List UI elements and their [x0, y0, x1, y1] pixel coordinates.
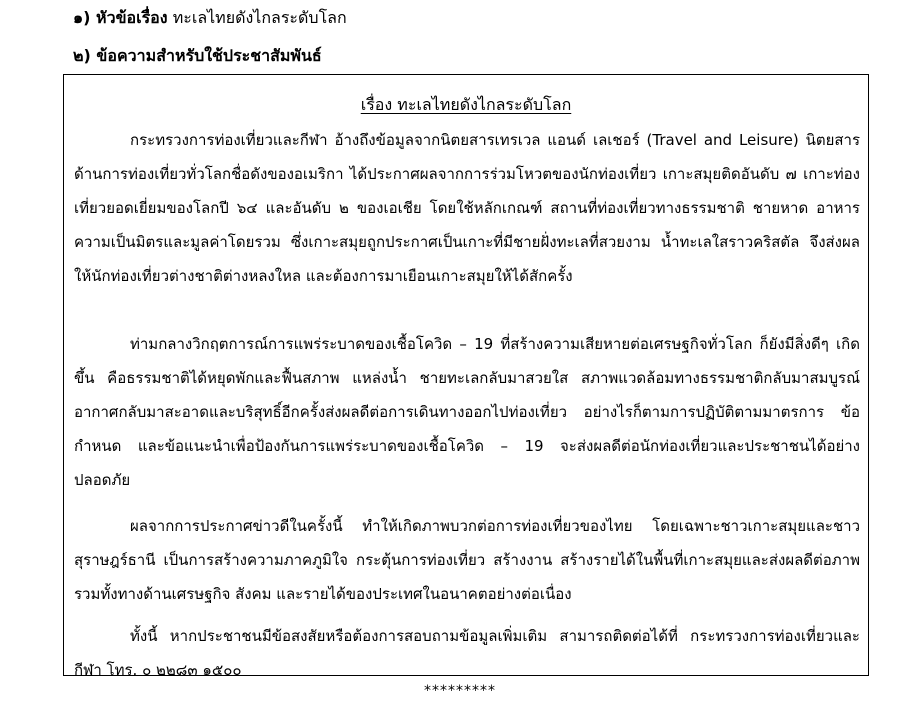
release-title: เรื่อง ทะเลไทยดังไกลระดับโลก	[360, 95, 572, 114]
topic-label: ๑) หัวข้อเรื่อง	[73, 8, 168, 27]
release-paragraph: ผลจากการประกาศข่าวดีในครั้งนี้ ทำให้เกิดภาพบวกต่อการท่องเที่ยวของไทย โดยเฉพาะชาวเกาะสมุยและชาวสุราษฎร์ธานี เป็นการสร้างความภาคภูมิใจ กระตุ้นการท่องเที่ยว สร้างงาน สร้างรายได้ในพื้นที่เกาะสมุยและส่งผลดีต่อภาพรวมทั้งทางด้านเศรษฐกิจ สังคม และรายได้ของประเทศในอนาคตอย่างต่อเนื่อง	[74, 517, 860, 603]
press-release-box	[63, 74, 869, 679]
release-heading: ๒) ข้อความสำหรับใช้ประชาสัมพันธ์	[73, 46, 322, 65]
end-marker: *********	[424, 683, 496, 699]
release-paragraph: ทั้งนี้ หากประชาชนมีข้อสงสัยหรือต้องการสอบถามข้อมูลเพิ่มเติม สามารถติดต่อได้ที่ กระทรวงการท่องเที่ยวและกีฬา โทร. ๐ ๒๒๘๓ ๑๕๐๐	[74, 627, 860, 679]
release-paragraph: ท่ามกลางวิกฤตการณ์การแพร่ระบาดของเชื้อโควิด – 19 ที่สร้างความเสียหายต่อเศรษฐกิจทั่วโลก ก็ยังมีสิ่งดีๆ เกิดขึ้น คือธรรมชาติได้หยุดพักและฟื้นสภาพ แหล่งน้ำ ชายทะเลกลับมาสวยใส สภาพแวดล้อมทางธรรมชาติกลับมาสมบูรณ์ อากาศกลับมาสะอาดและบริสุทธิ์อีกครั้งส่งผลดีต่อการเดินทางออกไปท่องเที่ยว อย่างไรก็ตามการปฏิบัติตามมาตรการ ข้อกำหนด และข้อแนะนำเพื่อป้องกันการแพร่ระบาดของเชื้อโควิด – 19 จะส่งผลดีต่อนักท่องเที่ยวและประชาชนได้อย่างปลอดภัย	[74, 335, 860, 489]
release-heading-line	[73, 44, 322, 68]
topic-value: ทะเลไทยดังไกลระดับโลก	[172, 8, 347, 27]
topic-line	[73, 6, 347, 30]
release-paragraph: กระทรวงการท่องเที่ยวและกีฬา อ้างถึงข้อมูลจากนิตยสารเทรเวล แอนด์ เลเชอร์ (Travel and Leisure) นิตยสารด้านการท่องเที่ยวทั่วโลกชื่อดังของอเมริกา ได้ประกาศผลจากการร่วมโหวตของนักท่องเที่ยว เกาะสมุยติดอันดับ ๗ เกาะท่องเที่ยวยอดเยี่ยมของโลกปี ๖๔ และอันดับ ๒ ของเอเชีย โดยใช้หลักเกณฑ์ สถานที่ท่องเที่ยวทางธรรมชาติ ชายหาด อาหาร ความเป็นมิตรและมูลค่าโดยรวม ซึ่งเกาะสมุยถูกประกาศเป็นเกาะที่มีชายฝั่งทะเลที่สวยงาม น้ำทะเลใสราวคริสตัล จึงส่งผลให้นักท่องเที่ยวต่างชาติต่างหลงใหล และต้องการมาเยือนเกาะสมุยให้ได้สักครั้ง	[74, 131, 860, 285]
release-title-row	[64, 93, 868, 117]
